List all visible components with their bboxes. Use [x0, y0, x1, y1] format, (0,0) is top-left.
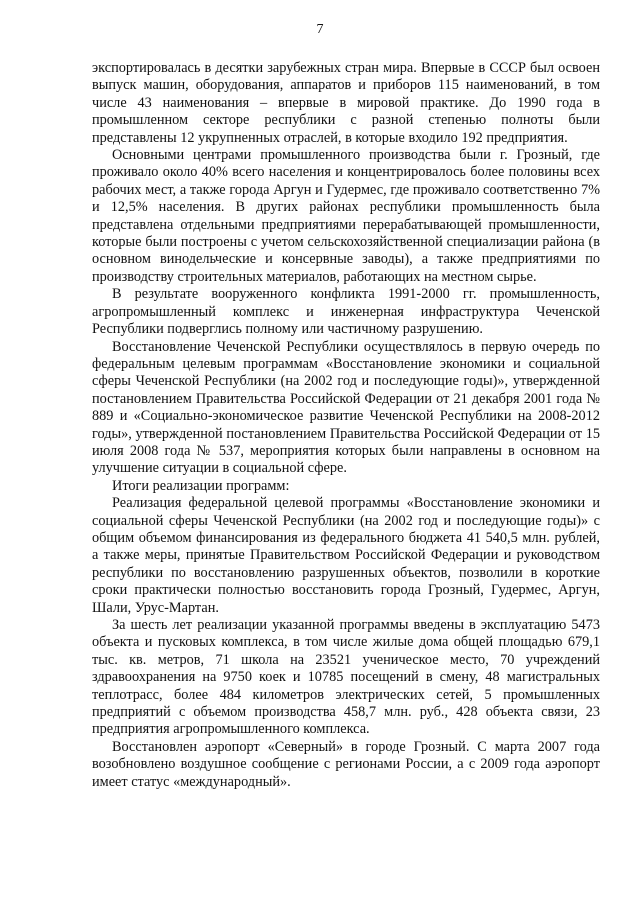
- paragraph-2: Основными центрами промышленного производства были г. Грозный, где проживало около 40% всего населения и концентрировалось более половины всех рабочих мест, а также города Аргун и Гудермес, где проживало соответственно 7% и 12,5% населения. В других районах республики промышленность была представлена отдельными предприятиями перерабатывающей промышленности, которые были построены с учетом сельскохозяйственной специализации района (в основном винодельческие и консервные заводы), а также предприятиями по производству строительных материалов, работающих на местном сырье.: [92, 147, 600, 285]
- paragraph-3: В результате вооруженного конфликта 1991-2000 гг. промышленность, агропромышленный комплекс и инженерная инфраструктура Чеченской Республики подверглись полному или частичному разрушению.: [92, 286, 600, 338]
- body-text: [92, 60, 600, 791]
- paragraph-5: Итоги реализации программ:: [112, 477, 290, 494]
- paragraph-1: экспортировалась в десятки зарубежных стран мира. Впервые в СССР был освоен выпуск машин, оборудования, аппаратов и приборов 115 наименований, в том числе 43 наименования – впервые в мировой практике. До 1990 года в промышленном секторе республики с разной степенью полноты были представлены 12 укрупненных отраслей, в которые входило 192 предприятия.: [92, 60, 600, 146]
- page-number: 7: [316, 22, 324, 37]
- paragraph-7: За шесть лет реализации указанной программы введены в эксплуатацию 5473 объекта и пусковых комплекса, в том числе жилые дома общей площадью 679,1 тыс. кв. метров, 71 школа на 23521 ученическое место, 70 учреждений здравоохранения на 9750 коек и 10785 посещений в смену, 48 магистральных теплотрасс, более 484 километров электрических сетей, 5 промышленных предприятий с объемом производства 458,7 млн. руб., 428 объекта связи, 23 предприятия агропромышленного комплекса.: [92, 617, 600, 738]
- paragraph-8: Восстановлен аэропорт «Северный» в городе Грозный. С марта 2007 года возобновлено воздушное сообщение с регионами России, а с 2009 года аэропорт имеет статус «международный».: [92, 738, 600, 790]
- paragraph-6: Реализация федеральной целевой программы «Восстановление экономики и социальной сферы Чеченской Республики (на 2002 год и последующие годы)» с общим объемом финансирования из федерального бюджета 41 540,5 млн. рублей, а также меры, принятые Правительством Российской Федерации и руководством республики по восстановлению разрушенных объектов, позволили в короткие сроки практически полностью восстановить города Грозный, Гудермес, Аргун, Шали, Урус-Мартан.: [92, 495, 600, 616]
- paragraph-4: Восстановление Чеченской Республики осуществлялось в первую очередь по федеральным целевым программам «Восстановление экономики и социальной сферы Чеченской Республики (на 2002 год и последующие годы)», утвержденной постановлением Правительства Российской Федерации от 21 декабря 2001 года № 889 и «Социально-экономическое развитие Чеченской Республики на 2008-2012 годы», утвержденной постановлением Правительства Российской Федерации от 15 июля 2008 года № 537, мероприятия которых были направлены в основном на улучшение ситуации в социальной сфере.: [92, 338, 600, 477]
